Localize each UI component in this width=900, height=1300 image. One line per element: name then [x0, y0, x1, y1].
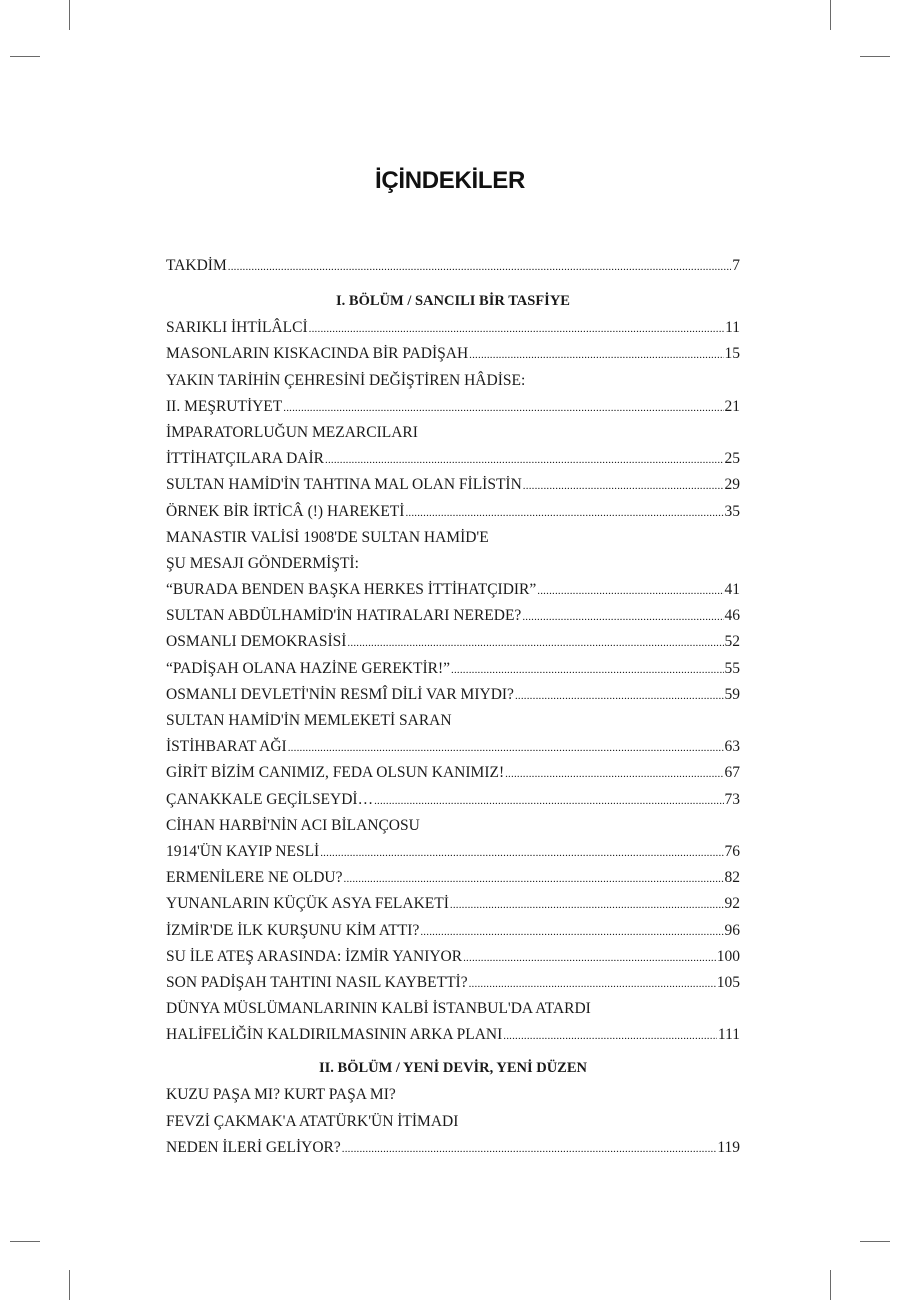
toc-entry-title: 1914'ÜN KAYIP NESLİ	[166, 842, 320, 860]
toc-entry	[166, 315, 740, 341]
toc-entry-title: İSTİHBARAT AĞI	[166, 738, 287, 756]
toc-entry-page: 63	[724, 738, 740, 756]
toc-entry-title: YUNANLARIN KÜÇÜK ASYA FELAKETİ	[166, 895, 449, 913]
dot-leader	[325, 446, 724, 472]
toc-entry	[166, 839, 740, 865]
toc-entry-title: ÖRNEK BİR İRTİCÂ (!) HAREKETİ	[166, 502, 405, 520]
toc-entry-page: 67	[724, 764, 740, 782]
toc-entry	[166, 472, 740, 498]
page-title: İÇİNDEKİLER	[374, 167, 526, 194]
dot-leader	[342, 1135, 717, 1161]
toc-entry	[166, 708, 740, 734]
dot-leader	[450, 891, 724, 917]
toc-entry-title: SULTAN HAMİD'İN TAHTINA MAL OLAN FİLİSTİN	[166, 476, 522, 494]
toc-entry-title: DÜNYA MÜSLÜMANLARININ KALBİ İSTANBUL'DA ATARDI	[166, 1000, 591, 1018]
toc-entry-page: 29	[724, 476, 740, 494]
section-heading-1: I. BÖLÜM / SANCILI BİR TASFİYE	[336, 293, 570, 310]
toc-entry-title: SARIKLI İHTİLÂLCİ	[166, 319, 308, 337]
toc-entry	[166, 525, 740, 551]
toc-entry	[166, 996, 740, 1022]
toc-entry-title: “PADİŞAH OLANA HAZİNE GEREKTİR!”	[166, 659, 450, 677]
dot-leader	[537, 577, 723, 603]
toc-entry	[166, 577, 740, 603]
toc-entry	[166, 499, 740, 525]
dot-leader	[463, 944, 716, 970]
toc-entry	[166, 1022, 740, 1048]
toc-entry	[166, 394, 740, 420]
toc-entry	[166, 787, 740, 813]
toc-entry-page: 100	[716, 947, 740, 965]
toc-entry	[166, 1135, 740, 1161]
crop-mark	[830, 1270, 831, 1300]
toc-entry	[166, 420, 740, 446]
crop-mark	[69, 1270, 70, 1300]
dot-leader	[503, 1022, 717, 1048]
toc-entry	[166, 1082, 740, 1108]
toc-entry-page: 119	[717, 1138, 740, 1156]
toc-entry-page: 52	[724, 633, 740, 651]
toc-entry-page: 111	[717, 1026, 740, 1044]
dot-leader	[469, 970, 716, 996]
dot-leader	[344, 865, 724, 891]
toc-entry	[166, 368, 740, 394]
toc-entry-title: ÇANAKKALE GEÇİLSEYDİ…	[166, 790, 374, 808]
toc-entry-title: SULTAN ABDÜLHAMİD'İN HATIRALARI NEREDE?	[166, 607, 522, 625]
toc-entry	[166, 656, 740, 682]
dot-leader	[523, 472, 724, 498]
dot-leader	[469, 341, 723, 367]
toc-entry-title: TAKDİM	[166, 257, 227, 274]
toc-entry-page: 7	[732, 257, 740, 274]
toc-entry-page: 11	[725, 319, 740, 337]
toc-entry	[166, 446, 740, 472]
crop-mark	[860, 56, 890, 57]
toc-entry-title: II. MEŞRUTİYET	[166, 397, 283, 415]
crop-mark	[69, 0, 70, 30]
toc-entry-title: GİRİT BİZİM CANIMIZ, FEDA OLSUN KANIMIZ!	[166, 764, 505, 782]
toc-entry-title: NEDEN İLERİ GELİYOR?	[166, 1138, 341, 1156]
toc-entry-title: SULTAN HAMİD'İN MEMLEKETİ SARAN	[166, 712, 452, 729]
toc-entry	[166, 682, 740, 708]
toc-entry-page: 21	[724, 397, 740, 415]
toc-entry	[166, 1109, 740, 1135]
toc-entry	[166, 944, 740, 970]
dot-leader	[288, 734, 724, 760]
dot-leader	[505, 760, 723, 786]
toc-entry-title: “BURADA BENDEN BAŞKA HERKES İTTİHATÇIDIR”	[166, 581, 537, 599]
toc-entry	[166, 341, 740, 367]
toc-entry-title: ŞU MESAJI GÖNDERMİŞTİ:	[166, 554, 359, 572]
toc-entry	[166, 865, 740, 891]
toc-entry-title: OSMANLI DEMOKRASİSİ	[166, 633, 347, 651]
toc-entry-title: FEVZİ ÇAKMAK'A ATATÜRK'ÜN İTİMADI	[166, 1112, 459, 1130]
toc-entry-page: 25	[724, 450, 740, 468]
section-2-entries	[166, 1082, 740, 1161]
dot-leader	[515, 682, 724, 708]
toc-entry	[166, 603, 740, 629]
dot-leader	[347, 629, 723, 655]
dot-leader	[420, 918, 723, 944]
toc-entry	[166, 734, 740, 760]
toc-entry-page: 105	[716, 973, 740, 991]
dot-leader	[228, 253, 731, 279]
toc-entry-page: 82	[724, 869, 740, 887]
toc-entry-page: 41	[724, 581, 740, 599]
toc-entry-title: HALİFELİĞİN KALDIRILMASININ ARKA PLANI	[166, 1026, 503, 1044]
crop-mark	[830, 0, 831, 30]
toc-entry	[166, 918, 740, 944]
toc-entry-page: 35	[724, 502, 740, 520]
toc-entry-title: İMPARATORLUĞUN MEZARCILARI	[166, 423, 418, 441]
dot-leader	[451, 656, 724, 682]
toc-entry	[166, 253, 740, 279]
toc-entry-page: 96	[724, 921, 740, 939]
crop-mark	[10, 56, 40, 57]
dot-leader	[309, 315, 724, 341]
section-1-entries	[166, 315, 740, 1048]
toc-entry-title: SU İLE ATEŞ ARASINDA: İZMİR YANIYOR	[166, 947, 463, 965]
toc-entry-title: ERMENİLERE NE OLDU?	[166, 869, 343, 887]
toc-entry-page: 46	[724, 607, 740, 625]
toc-entry-title: MANASTIR VALİSİ 1908'DE SULTAN HAMİD'E	[166, 528, 489, 546]
toc-entry-page: 59	[724, 685, 740, 703]
toc-entry-title: SON PADİŞAH TAHTINI NASIL KAYBETTİ?	[166, 973, 468, 991]
toc-entry	[166, 551, 740, 577]
toc-entry	[166, 813, 740, 839]
toc-entry-title: MASONLARIN KISKACINDA BİR PADİŞAH	[166, 345, 469, 363]
toc-entry-title: CİHAN HARBİ'NİN ACI BİLANÇOSU	[166, 816, 420, 834]
dot-leader	[522, 603, 723, 629]
dot-leader	[320, 839, 723, 865]
toc-intro	[166, 253, 740, 279]
dot-leader	[374, 787, 723, 813]
toc-entry-title: OSMANLI DEVLETİ'NİN RESMÎ DİLİ VAR MIYDI?	[166, 685, 514, 703]
toc-entry	[166, 891, 740, 917]
section-heading-2: II. BÖLÜM / YENİ DEVİR, YENİ DÜZEN	[318, 1060, 588, 1077]
toc-entry-page: 76	[724, 842, 740, 860]
toc-entry	[166, 629, 740, 655]
crop-mark	[860, 1241, 890, 1242]
toc-entry-page: 92	[724, 895, 740, 913]
dot-leader	[283, 394, 723, 420]
toc-entry-title: KUZU PAŞA MI? KURT PAŞA MI?	[166, 1086, 396, 1104]
toc-entry-page: 55	[724, 659, 740, 677]
toc-entry-page: 15	[724, 345, 740, 363]
toc-entry	[166, 970, 740, 996]
toc-entry-title: İTTİHATÇILARA DAİR	[166, 450, 324, 468]
toc-entry	[166, 760, 740, 786]
dot-leader	[405, 499, 723, 525]
toc-entry-title: YAKIN TARİHİN ÇEHRESİNİ DEĞİŞTİREN HÂDİSE:	[166, 371, 526, 389]
crop-mark	[10, 1241, 40, 1242]
table-of-contents	[166, 253, 740, 1161]
toc-entry-page: 73	[724, 790, 740, 808]
toc-entry-title: İZMİR'DE İLK KURŞUNU KİM ATTI?	[166, 921, 420, 939]
